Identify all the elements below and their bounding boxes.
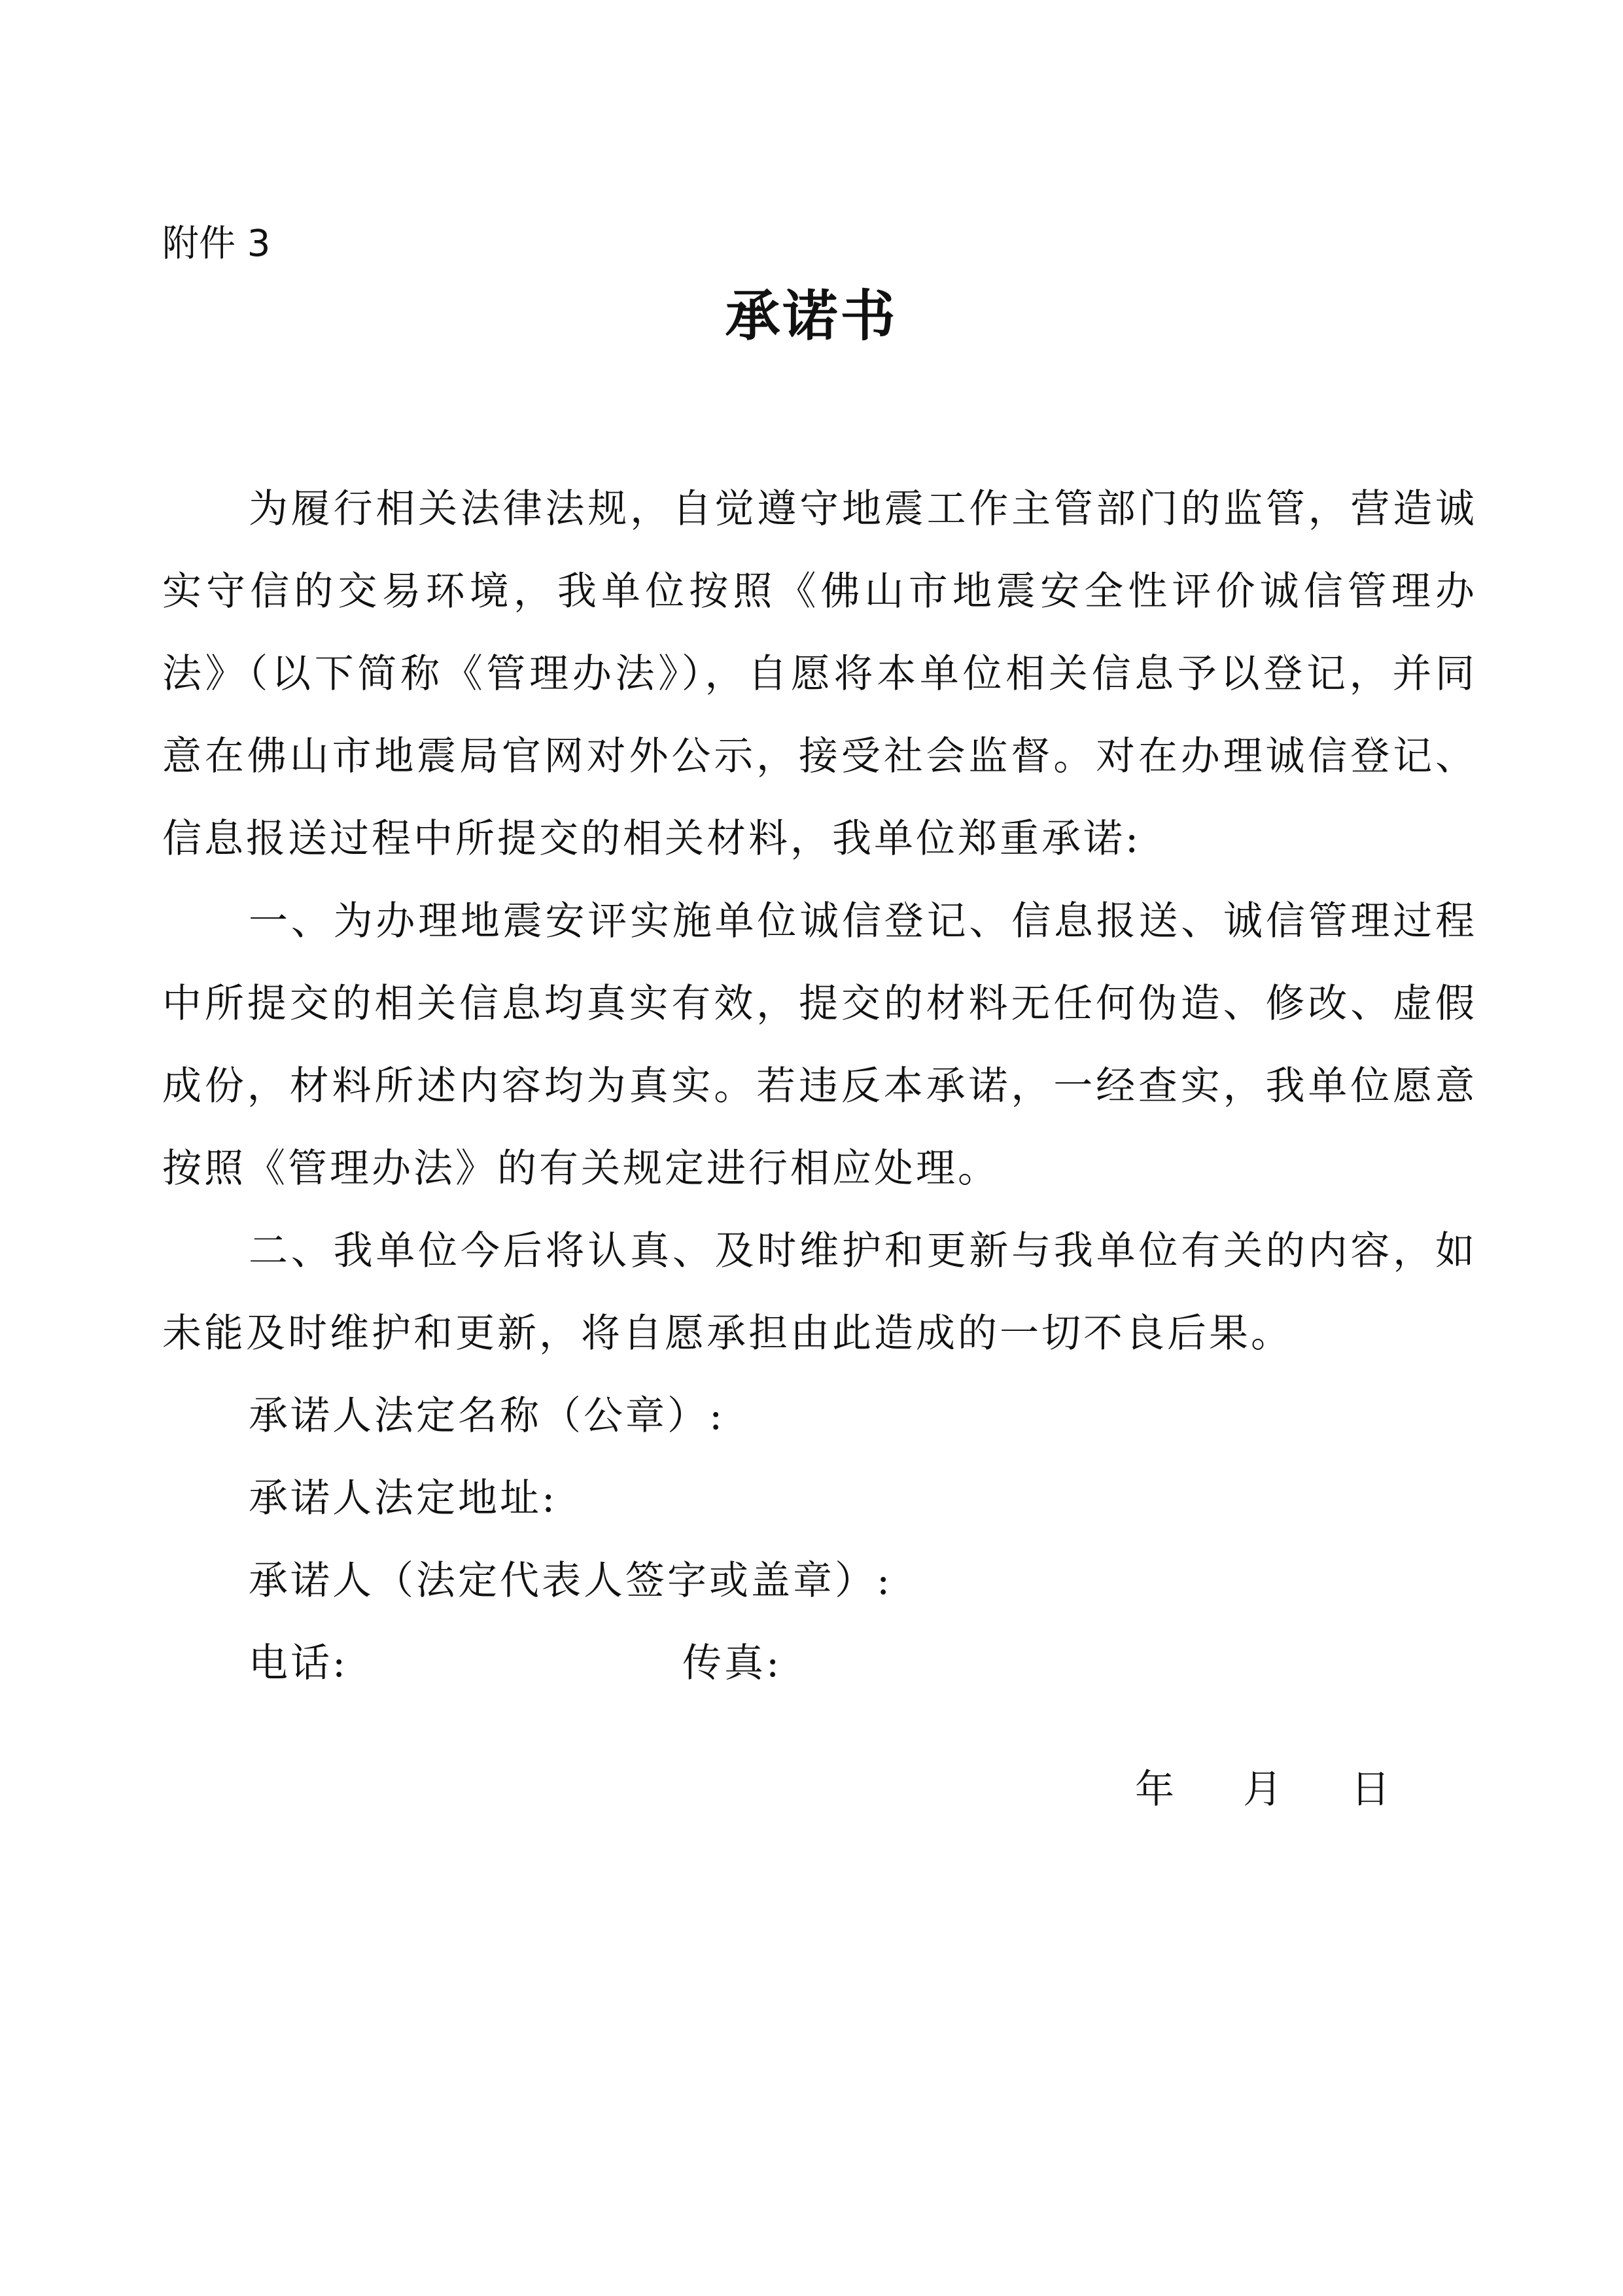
legal-name-label: 承诺人法定名称（公章）: xyxy=(249,1393,725,1439)
intro-paragraph: 为履行相关法律法规，自觉遵守地震工作主管部门的监管，营造诚实守信的交易环境，我单位按照《佛山市地震安全性评价诚信管理办法》（以下简称《管理办法》），自愿将本单位相关信息予以登记，并同意在佛山市地震局官网对外公示，接受社会监督。对在办理诚信登记、信息报送过程中所提交的相关材料，我单位郑重承诺: xyxy=(162,486,1477,862)
phone-label: 电话: xyxy=(249,1640,349,1686)
legal-address-field xyxy=(162,1457,1477,1540)
commitment-item-one: 一、为办理地震安评实施单位诚信登记、信息报送、诚信管理过程中所提交的相关信息均真实有效，提交的材料无任何伪造、修改、虚假成份，材料所述内容均为真实。若违反本承诺，一经查实，我单位愿意按照《管理办法》的有关规定进行相应处理。 xyxy=(162,898,1477,1192)
document-title: 承诺书 xyxy=(725,283,898,348)
fax-label: 传真: xyxy=(682,1640,782,1686)
attachment-label: 附件 3 xyxy=(162,222,271,265)
representative-label: 承诺人（法定代表人签字或盖章）: xyxy=(249,1558,893,1604)
date-day-label: 日 xyxy=(1351,1767,1390,1812)
legal-address-label: 承诺人法定地址: xyxy=(249,1475,558,1521)
signature-date xyxy=(1135,1763,1390,1816)
legal-name-field xyxy=(162,1375,1477,1457)
contact-row xyxy=(162,1622,1477,1704)
document-body xyxy=(162,468,1477,1704)
commitment-item-two: 二、我单位今后将认真、及时维护和更新与我单位有关的内容，如未能及时维护和更新，将自愿承担由此造成的一切不良后果。 xyxy=(162,1228,1477,1356)
representative-field xyxy=(162,1540,1477,1622)
date-year-label: 年 xyxy=(1135,1767,1174,1812)
date-month-label: 月 xyxy=(1243,1767,1282,1812)
